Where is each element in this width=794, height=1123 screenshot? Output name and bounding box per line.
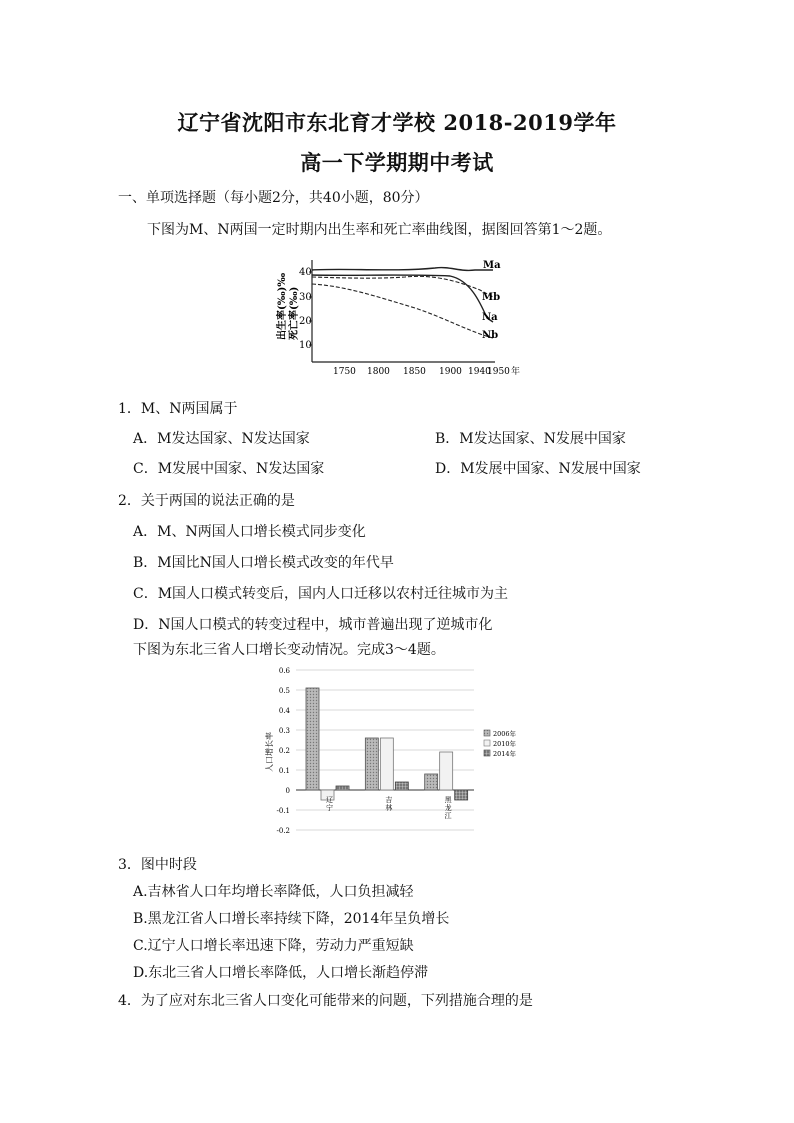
- bar: [455, 790, 468, 800]
- bar: [425, 774, 438, 790]
- q3-option-d: D.东北三省人口增长率降低，人口增长渐趋停滞: [133, 965, 429, 981]
- legend-swatch: [484, 740, 490, 746]
- question-intro-1: 下图为M、N两国一定时期内出生率和死亡率曲线图，据图回答第1～2题。: [147, 222, 612, 238]
- chart1-x-unit: 年: [511, 367, 521, 377]
- bar-chart-category-label: 江: [444, 812, 452, 820]
- question-intro-2: 下图为东北三省人口增长变动情况。完成3～4题。: [133, 642, 445, 658]
- q1-option-d: D．M发展中国家、N发展中国家: [435, 461, 641, 477]
- legend-entry: 2014年: [493, 750, 517, 758]
- q1-option-b: B．M发达国家、N发展中国家: [435, 431, 626, 447]
- chart1-x-tick: 1900: [439, 367, 462, 377]
- q1-option-a: A．M发达国家、N发达国家: [133, 431, 310, 447]
- chart1-x-tick: 1800: [367, 367, 390, 377]
- bar: [395, 782, 408, 790]
- bar-chart-y-tick: -0.1: [276, 807, 290, 815]
- q1-stem: 1．M、N两国属于: [118, 401, 238, 417]
- bar: [306, 688, 319, 790]
- curve-na: [312, 275, 493, 322]
- bar-chart-y-tick: 0.5: [278, 687, 290, 695]
- bar-chart-category-label: 宁: [326, 804, 333, 812]
- bar-chart-y-tick: 0.2: [278, 747, 290, 755]
- series-label-na: Na: [482, 312, 498, 323]
- bar: [336, 786, 349, 790]
- legend-swatch: [484, 730, 490, 736]
- curve-mb: [312, 276, 493, 297]
- chart1-y-ticks: [299, 267, 312, 351]
- chart1-x-tick: 1850: [403, 367, 426, 377]
- bar: [365, 738, 378, 790]
- q3-option-a: A.吉林省人口年均增长率降低，人口负担减轻: [133, 884, 414, 900]
- legend-swatch: [484, 750, 490, 756]
- bar-chart-category-label: 黑: [444, 796, 452, 804]
- bar: [380, 738, 393, 790]
- series-label-nb: Nb: [482, 330, 499, 341]
- section-heading: 一、单项选择题（每小题2分，共40小题，80分）: [118, 190, 429, 206]
- chart1-ylabel-outer: 出生率(‰)‰: [277, 272, 288, 340]
- q3-option-c: C.辽宁人口增长率迅速下降，劳动力严重短缺: [133, 938, 414, 954]
- bar-chart-category-label: 辽: [326, 796, 333, 804]
- chart1-x-tick: 1940: [468, 367, 491, 377]
- bar: [440, 752, 453, 790]
- bar-chart-category-label: 林: [385, 804, 393, 812]
- curve-ma: [312, 268, 493, 271]
- bar-chart-y-tick: 0.4: [278, 707, 290, 715]
- q2-option-b: B．M国比N国人口增长模式改变的年代早: [133, 555, 394, 571]
- legend-entry: 2010年: [493, 740, 517, 748]
- birth-death-rate-chart: [275, 252, 530, 380]
- series-label-ma: Ma: [483, 260, 501, 271]
- population-growth-bar-chart: [258, 660, 538, 840]
- bar-chart-category-label: 龙: [444, 804, 452, 812]
- bar-chart-category-label: 吉: [385, 796, 393, 804]
- bar-chart-y-tick: 0.6: [278, 667, 290, 675]
- chart1-y-tick: 20: [299, 316, 312, 327]
- q3-stem: 3．图中时段: [118, 857, 197, 873]
- curve-nb: [312, 284, 493, 338]
- bar-chart-y-tick: 0.1: [278, 767, 290, 775]
- bar-chart-y-tick: -0.2: [276, 827, 290, 835]
- series-label-mb: Mb: [482, 292, 501, 303]
- q1-option-c: C．M发展中国家、N发达国家: [133, 461, 325, 477]
- q2-stem: 2．关于两国的说法正确的是: [118, 493, 295, 509]
- bar-chart-y-tick: 0.3: [278, 727, 290, 735]
- q2-option-d: D．N国人口模式的转变过程中，城市普遍出现了逆城市化: [133, 617, 493, 633]
- chart1-x-tick: 1750: [333, 367, 356, 377]
- chart1-ylabel-inner: 死亡率(‰): [289, 286, 300, 340]
- q4-stem: 4．为了应对东北三省人口变化可能带来的问题，下列措施合理的是: [118, 993, 533, 1009]
- q3-option-b: B.黑龙江省人口增长率持续下降，2014年呈负增长: [133, 911, 450, 927]
- chart1-y-tick: 10: [299, 340, 312, 351]
- chart1-x-ticks: [333, 365, 520, 377]
- page-title-line2: 高一下学期期中考试: [300, 150, 494, 175]
- chart1-y-tick: 40: [299, 267, 312, 278]
- q2-option-c: C．M国人口模式转变后，国内人口迁移以农村迁往城市为主: [133, 586, 509, 602]
- chart1-y-tick: 30: [299, 292, 312, 303]
- bar-chart-ylabel: 人口增长率: [265, 732, 274, 772]
- q2-option-a: A．M、N两国人口增长模式同步变化: [133, 524, 366, 540]
- bar-chart-y-tick: 0: [285, 787, 290, 795]
- legend-entry: 2006年: [493, 730, 517, 738]
- chart1-x-tick: 1950: [487, 367, 510, 377]
- page-title-line1: 辽宁省沈阳市东北育才学校 2018-2019学年: [177, 110, 617, 135]
